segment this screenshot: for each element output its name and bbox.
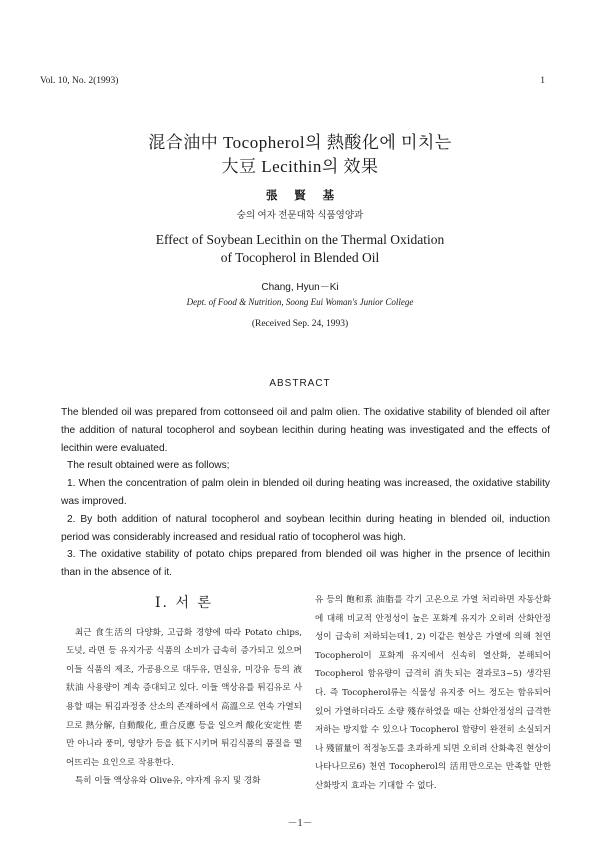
body-paragraph: 최근 食生活의 다양화, 고급화 경향에 따라 Potato chips, 도넛, 라면 등 유지가공 식품의 소비가 급속히 증가되고 있으며 이들 식품의 제조, 가공용으로 대두유, 면실유, 미강유 등의 液狀油 사용량이 계속 증대되고 있다. 이들 액상유를 튀김유로 사용할 때는 튀김과정중 산소의 존재하에서 高溫으로 연속 가열되므로 熱分解, 自動酸化, 重合反應 등을 일으켜 酸化安定性 뿐만 아니라 풍미, 영양가 등을 低下시키며 튀김식품의 품질을 떨어뜨리는 요인으로 작용한다. <box>66 627 302 768</box>
page-number: 1 <box>540 76 545 86</box>
abstract-result-3: 3. The oxidative stability of potato chips prepared from blended oil was higher in the prsence of lecithin than in the absence of it. <box>61 549 550 579</box>
body-left-column <box>66 594 302 791</box>
section-title: I. 서 론 <box>155 595 213 611</box>
korean-author: 張 賢 基 <box>265 190 335 202</box>
abstract-paragraph-results-lead: The result obtained were as follows; <box>67 460 230 472</box>
received-date: (Received Sep. 24, 1993) <box>251 319 349 329</box>
abstract-result-1: 1. When the concentration of palm olein in blended oil during heating was increased, the oxidative stability was improved. <box>61 478 550 507</box>
english-title-line2: of Tocopherol in Blended Oil <box>220 250 380 265</box>
abstract-paragraph-intro: The blended oil was prepared from cottonseed oil and palm olien. The oxidative stability of blended oil after the addition of natural tocopherol and soybean lecithin during heating was investigated and the effects of lecithin were evaluated. <box>61 407 550 454</box>
body-right-column <box>315 591 551 796</box>
korean-title-line1: 混合油中 Tocopherol의 熱酸化에 미치는 <box>148 133 452 152</box>
abstract-result-2: 2. By both addition of natural tocopherol and soybean lecithin during heating in blended oil, induction period was considerably increased and residual ratio of tocopherol was high. <box>61 513 550 543</box>
abstract-body <box>61 404 550 582</box>
abstract-heading: ABSTRACT <box>269 378 331 389</box>
body-paragraph: 유 등의 飽和系 油脂를 각기 고온으로 가열 처리하면 자동산화에 대해 비교적 안정성이 높은 포화계 유지가 오히려 산화안정성이 급속히 저하되는데1, 2) 이같은 현상은 가열에 의해 천연 Tocopherol이 포화계 유지에서 신속히 열산화, 분해되어 Tocopherol 함유량이 급격히 消失되는 결과로3~5) 생각된다. 즉 Tocopherol류는 식물성 유지중 어느 정도는 함유되어 있어 가열하더라도 소량 殘存하였을 때는 산화안정성의 급격한 저하는 방지할 수 있으나 Tocopherol 함량이 완전히 소실되거나 殘留量이 적정농도를 초과하게 되면 오히려 산화촉진 현상이 나타나므로6) 천연 Tocopherol의 活用만으로는 만족할 만한 산화방지 효과는 기대할 수 없다. <box>315 595 551 791</box>
page-folio: －1－ <box>287 818 313 829</box>
english-title-line1: Effect of Soybean Lecithin on the Thermal Oxidation <box>155 232 445 247</box>
english-affiliation: Dept. of Food & Nutrition, Soong Eui Woman's Junior College <box>186 297 414 307</box>
body-paragraph: 특히 이들 액상유와 Olive유, 야자계 유지 및 경화 <box>75 776 261 787</box>
english-author: Chang, Hyun－Ki <box>261 282 339 293</box>
korean-affiliation: 숭의 여자 전문대학 식품영양과 <box>236 211 364 221</box>
journal-volume: Vol. 10, No. 2(1993) <box>40 76 119 86</box>
korean-title-line2: 大豆 Lecithin의 效果 <box>221 157 379 176</box>
